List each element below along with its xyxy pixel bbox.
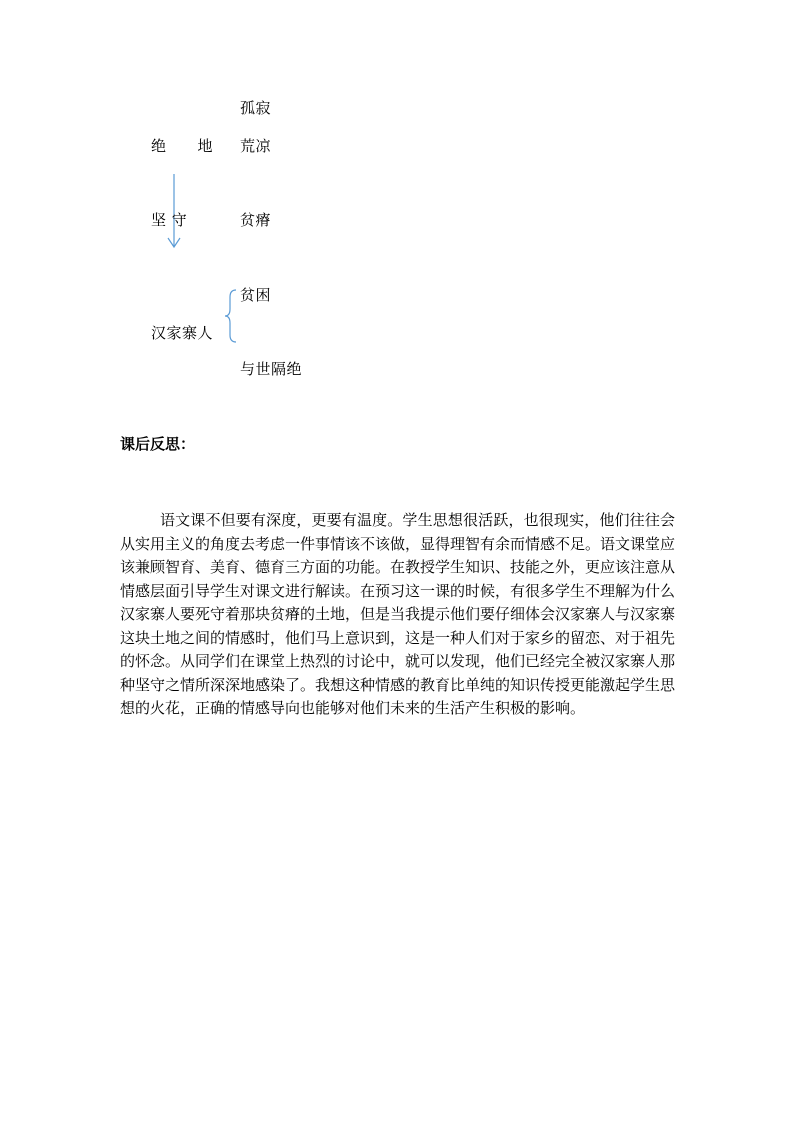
word-desolate: 荒凉 (240, 137, 272, 155)
brace-icon (225, 290, 236, 342)
reflection-paragraph: 语文课不但要有深度，更要有温度。学生思想很活跃，也很现实，他们往往会从实用主义的角度去考虑一件事情该不该做，显得理智有余而情感不足。语文课堂应该兼顾智育、美育、德育三方面的功能。在教授学生知识、技能之外，更应该注意从情感层面引导学生对课文进行解读。在预习这一课的时候，有很多学生不理解为什么汉家寨人要死守着那块贫瘠的土地，但是当我提示他们要仔细体会汉家寨人与汉家寨这块土地之间的情感时，他们马上意识到，这是一种人们对于家乡的留恋、对于祖先的怀念。从同学们在课堂上热烈的讨论中，就可以发现，他们已经完全被汉家寨人那种坚守之情所深深地感染了。我想这种情感的教育比单纯的知识传授更能激起学生思想的火花，正确的情感导向也能够对他们未来的生活产生积极的影响。 (120, 511, 676, 717)
word-isolated: 与世隔绝 (240, 360, 303, 378)
node-remote-land: 绝 地 (151, 137, 214, 155)
word-poor: 贫困 (240, 286, 272, 304)
node-guard: 坚 守 (151, 211, 188, 229)
reflection-heading: 课后反思： (120, 435, 196, 453)
node-han-villagers: 汉家寨人 (151, 324, 214, 342)
word-lonely: 孤寂 (240, 99, 272, 117)
word-barren: 贫瘠 (240, 211, 272, 229)
arrow-head-icon (168, 238, 180, 247)
